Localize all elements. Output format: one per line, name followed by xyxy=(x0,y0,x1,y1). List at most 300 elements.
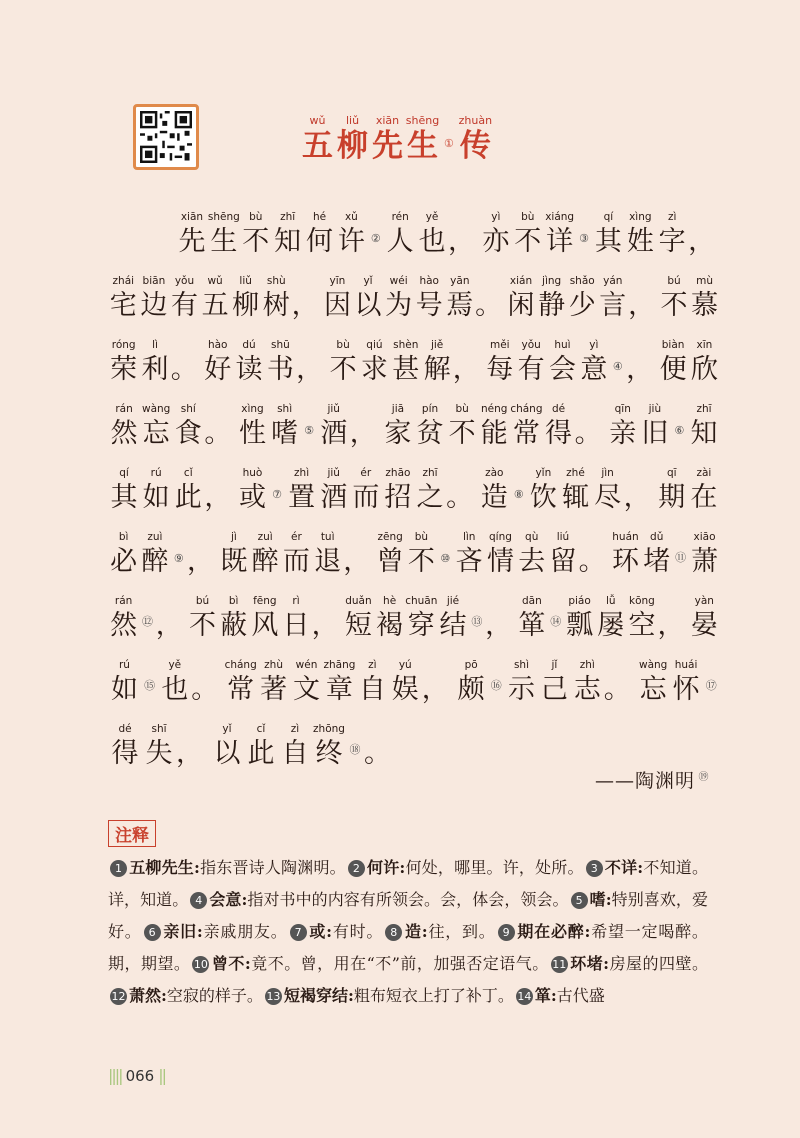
pinyin: yú xyxy=(398,659,412,671)
hanzi: 许 xyxy=(337,226,365,257)
ruby-char xyxy=(218,593,249,643)
ruby-char xyxy=(257,657,290,707)
pinyin: zhì xyxy=(579,659,595,671)
pinyin: bù xyxy=(521,211,535,223)
ruby-char xyxy=(218,529,249,579)
hanzi: 己 xyxy=(540,674,568,705)
punctuation: ， xyxy=(626,354,654,385)
ruby-char xyxy=(187,593,218,643)
footnote-marker: ② xyxy=(370,232,381,245)
punctuation: 。 xyxy=(191,674,219,705)
hanzi: 醉 xyxy=(141,546,169,577)
hanzi: 去 xyxy=(518,546,546,577)
pinyin: yǐ xyxy=(363,275,373,287)
hanzi: 何 xyxy=(306,226,334,257)
ruby-char xyxy=(516,593,547,643)
hanzi: 宅 xyxy=(109,290,137,321)
text-line xyxy=(108,387,720,451)
ruby-char xyxy=(290,657,323,707)
annotation-number-badge: 8 xyxy=(385,924,402,941)
ruby-char xyxy=(108,657,141,707)
ruby-char xyxy=(210,721,244,771)
hanzi: 瓢 xyxy=(566,610,594,641)
annotation-item xyxy=(549,954,708,973)
annotation-item xyxy=(514,986,605,1005)
ruby-char xyxy=(244,721,278,771)
pinyin: rén xyxy=(391,211,409,223)
pinyin: shì xyxy=(277,403,293,415)
text-line xyxy=(108,643,720,707)
pinyin: zhái xyxy=(112,275,135,287)
hanzi: 穿 xyxy=(407,610,435,641)
ruby-char xyxy=(140,465,172,515)
hanzi: 先 xyxy=(178,226,206,257)
hanzi: 情 xyxy=(486,546,514,577)
punctuation: ， xyxy=(485,610,513,641)
ruby-char xyxy=(421,337,452,387)
annotations-list xyxy=(108,852,708,1012)
ruby-char xyxy=(233,337,264,387)
hanzi: 娱 xyxy=(391,674,419,705)
text-line xyxy=(108,451,720,515)
ruby-char xyxy=(688,401,720,451)
hanzi: 志 xyxy=(573,674,601,705)
punctuation: ， xyxy=(296,354,324,385)
pinyin: xīn xyxy=(696,339,713,351)
annotation-number-badge: 6 xyxy=(144,924,161,941)
author-line xyxy=(595,766,713,793)
hanzi: 风 xyxy=(251,610,279,641)
ruby-char xyxy=(383,273,414,323)
footnote-marker: ⑩ xyxy=(440,552,451,565)
pinyin: zēng xyxy=(377,531,403,543)
title-pinyin: xiān xyxy=(375,114,400,127)
ruby-char xyxy=(230,273,261,323)
hanzi: 也 xyxy=(418,226,446,257)
punctuation: ， xyxy=(311,610,339,641)
annotation-item xyxy=(190,954,548,973)
pinyin: yǐn xyxy=(535,467,552,479)
pinyin: rú xyxy=(150,467,162,479)
footnote-marker: ⑲ xyxy=(698,771,710,783)
pinyin: hè xyxy=(383,595,397,607)
footnote-marker: ⑬ xyxy=(471,615,483,628)
annotation-term: 或: xyxy=(308,922,333,941)
annotation-definition: 古代盛 xyxy=(556,986,605,1005)
ruby-char xyxy=(374,593,405,643)
pinyin: lǚ xyxy=(605,595,616,607)
hanzi: 树 xyxy=(262,290,290,321)
pinyin: dú xyxy=(242,339,256,351)
pinyin: jì xyxy=(231,531,237,543)
punctuation: ， xyxy=(448,226,476,257)
ruby-char xyxy=(512,209,544,259)
ruby-char xyxy=(510,401,542,451)
pinyin: jiā xyxy=(391,403,405,415)
ruby-char xyxy=(536,273,567,323)
pinyin: huò xyxy=(242,467,263,479)
ruby-char xyxy=(564,593,595,643)
hanzi: 甚 xyxy=(392,354,420,385)
pinyin: zài xyxy=(696,467,712,479)
ruby-char xyxy=(515,337,546,387)
pinyin: jiě xyxy=(430,339,444,351)
ruby-char xyxy=(414,465,446,515)
ruby-char xyxy=(208,209,240,259)
pinyin: zhōng xyxy=(313,723,345,735)
pinyin: zhī xyxy=(696,403,712,415)
pinyin: lì xyxy=(152,339,158,351)
hanzi: 其 xyxy=(594,226,622,257)
annotation-term: 会意: xyxy=(209,890,248,909)
annotation-definition: 往，到。 xyxy=(427,922,496,941)
annotation-number-badge: 3 xyxy=(586,860,603,877)
pinyin: shū xyxy=(271,339,290,351)
punctuation: 。 xyxy=(446,482,474,513)
pinyin: hào xyxy=(207,339,228,351)
punctuation: ， xyxy=(187,546,215,577)
annotation-term: 环堵: xyxy=(569,954,610,973)
hanzi: 结 xyxy=(439,610,467,641)
pinyin: hào xyxy=(419,275,439,287)
pinyin: qí xyxy=(603,211,614,223)
hanzi: 五 xyxy=(201,290,229,321)
pinyin: jìn xyxy=(601,467,614,479)
hanzi: 性 xyxy=(238,418,266,449)
ruby-char xyxy=(416,209,448,259)
pinyin: bì xyxy=(118,531,129,543)
ruby-char xyxy=(592,465,624,515)
annotation-number-badge: 10 xyxy=(193,958,208,971)
ruby-char xyxy=(544,209,576,259)
pinyin: piáo xyxy=(568,595,591,607)
ruby-char xyxy=(571,657,604,707)
annotation-term: 不详: xyxy=(604,858,644,877)
hanzi: 为 xyxy=(385,290,413,321)
annotation-number-badge: 5 xyxy=(571,892,588,909)
hanzi: 终 xyxy=(315,738,343,769)
ruby-char xyxy=(108,721,142,771)
punctuation: ， xyxy=(176,738,203,769)
hanzi: 有 xyxy=(170,290,198,321)
hanzi: 常 xyxy=(512,418,540,449)
pinyin: rú xyxy=(118,659,130,671)
ruby-char xyxy=(312,721,346,771)
pinyin: mù xyxy=(696,275,714,287)
annotation-item xyxy=(188,890,568,909)
ruby-char xyxy=(506,273,537,323)
pinyin: róng xyxy=(111,339,136,351)
ruby-char xyxy=(446,401,478,451)
pinyin: biàn xyxy=(661,339,685,351)
punctuation: 。 xyxy=(603,674,631,705)
pinyin: duǎn xyxy=(345,595,372,607)
hanzi: 此 xyxy=(174,482,202,513)
ruby-char xyxy=(485,529,516,579)
annotation-term: 何许: xyxy=(366,858,406,877)
hanzi: 日 xyxy=(282,610,310,641)
annotation-definition: 希望一定喝醉。期，期望。 xyxy=(108,922,708,973)
hanzi: 不 xyxy=(448,418,476,449)
ruby-char xyxy=(559,465,591,515)
hanzi: 亦 xyxy=(482,226,510,257)
hanzi: 饮 xyxy=(529,482,557,513)
hanzi: 亲 xyxy=(609,418,637,449)
ruby-char xyxy=(543,401,575,451)
pinyin: wéi xyxy=(389,275,408,287)
punctuation: 。 xyxy=(578,546,606,577)
pinyin: rán xyxy=(115,403,133,415)
title-char xyxy=(405,114,440,164)
hanzi: 号 xyxy=(415,290,443,321)
hanzi: 短 xyxy=(344,610,372,641)
text-line xyxy=(108,259,720,323)
ruby-char xyxy=(280,593,311,643)
ruby-char xyxy=(382,401,414,451)
hanzi: 旧 xyxy=(641,418,669,449)
pinyin: yǒu xyxy=(174,275,195,287)
hanzi: 招 xyxy=(384,482,412,513)
ruby-char xyxy=(202,337,233,387)
ruby-char xyxy=(610,529,641,579)
hanzi: 人 xyxy=(386,226,414,257)
pinyin: jié xyxy=(446,595,460,607)
ruby-char xyxy=(689,529,720,579)
title-hanzi: 先 xyxy=(372,128,403,164)
text-line xyxy=(108,323,720,387)
hanzi: 忘 xyxy=(639,674,667,705)
hanzi: 文 xyxy=(293,674,320,705)
ruby-char xyxy=(323,657,356,707)
pinyin: pō xyxy=(464,659,478,671)
hanzi: 利 xyxy=(141,354,169,385)
pinyin: shì xyxy=(513,659,529,671)
pinyin: yīn xyxy=(329,275,346,287)
pinyin: cǐ xyxy=(183,467,193,479)
ruby-char xyxy=(200,273,231,323)
ruby-char xyxy=(108,593,139,643)
hanzi: 自 xyxy=(358,674,386,705)
annotation-definition: 空寂的样子。 xyxy=(166,986,263,1005)
ruby-char xyxy=(108,337,139,387)
hanzi: 以 xyxy=(354,290,382,321)
ruby-char xyxy=(484,337,515,387)
hanzi: 曾 xyxy=(376,546,404,577)
annotation-definition: 特别喜欢，爱好。 xyxy=(108,890,708,941)
pinyin: shī xyxy=(151,723,167,735)
annotation-definition: 房屋的四壁。 xyxy=(609,954,708,973)
hanzi: 常 xyxy=(227,674,255,705)
hanzi: 焉 xyxy=(446,290,474,321)
hanzi: 以 xyxy=(213,738,241,769)
punctuation: ， xyxy=(623,482,651,513)
ruby-char xyxy=(350,465,382,515)
ruby-char xyxy=(624,209,656,259)
hanzi: 柳 xyxy=(232,290,260,321)
footnote-marker: ⑥ xyxy=(674,424,685,437)
pinyin: bú xyxy=(195,595,210,607)
ruby-char xyxy=(670,657,703,707)
annotation-number-badge: 9 xyxy=(498,924,515,941)
hanzi: 或 xyxy=(238,482,266,513)
annotation-term: 期在必醉: xyxy=(516,922,591,941)
ruby-char xyxy=(169,273,200,323)
hanzi: 贫 xyxy=(416,418,444,449)
pinyin: zuì xyxy=(257,531,273,543)
ruby-char xyxy=(406,529,437,579)
pinyin: cháng xyxy=(510,403,543,415)
ruby-char xyxy=(454,529,485,579)
annotation-term: 萧然: xyxy=(129,986,167,1005)
annotation-term: 嗜: xyxy=(589,890,612,909)
ruby-char xyxy=(236,401,268,451)
annotation-item xyxy=(263,986,514,1005)
page-footer xyxy=(108,1066,165,1085)
pinyin: bì xyxy=(228,595,239,607)
ruby-char xyxy=(108,401,140,451)
ruby-char xyxy=(688,465,720,515)
pinyin: liǔ xyxy=(239,275,252,287)
ruby-char xyxy=(592,209,624,259)
ruby-char xyxy=(108,273,139,323)
pinyin: zhāo xyxy=(385,467,411,479)
annotation-number-badge: 1 xyxy=(110,860,127,877)
pinyin: yě xyxy=(425,211,439,223)
annotation-number-badge: 13 xyxy=(266,990,281,1003)
title-pinyin: wǔ xyxy=(309,114,326,127)
annotation-number-badge: 7 xyxy=(290,924,307,941)
hanzi: 颇 xyxy=(457,674,485,705)
pinyin: yàn xyxy=(694,595,714,607)
ruby-char xyxy=(437,593,468,643)
ruby-char xyxy=(139,529,170,579)
punctuation: 。 xyxy=(204,418,232,449)
ruby-char xyxy=(689,593,720,643)
hanzi: 此 xyxy=(247,738,275,769)
ruby-char xyxy=(567,273,598,323)
ruby-char xyxy=(480,209,512,259)
decorative-bars-icon: |||| xyxy=(108,1066,122,1085)
ruby-char xyxy=(327,337,358,387)
pinyin: kōng xyxy=(629,595,655,607)
ruby-char xyxy=(639,401,671,451)
ruby-char xyxy=(527,465,559,515)
pinyin: zì xyxy=(290,723,300,735)
ruby-char xyxy=(637,657,670,707)
decorative-bars-icon: || xyxy=(158,1066,165,1085)
annotation-item xyxy=(108,858,346,877)
pinyin: xián xyxy=(509,275,533,287)
pinyin: yán xyxy=(603,275,623,287)
pinyin: wén xyxy=(295,659,318,671)
ruby-char xyxy=(356,657,389,707)
hanzi: 好 xyxy=(204,354,232,385)
pinyin: bù xyxy=(414,531,429,543)
ruby-char xyxy=(335,209,367,259)
article-title xyxy=(300,114,540,164)
qr-code[interactable] xyxy=(133,104,199,170)
annotation-item xyxy=(346,858,584,877)
ruby-char xyxy=(516,529,547,579)
pinyin: rì xyxy=(292,595,300,607)
footnote-marker: ⑮ xyxy=(144,679,156,692)
annotations-heading-label: 注释 xyxy=(108,820,156,847)
title-char xyxy=(335,114,370,164)
hanzi: 得 xyxy=(111,738,139,769)
hanzi: 既 xyxy=(220,546,248,577)
ruby-char xyxy=(353,273,384,323)
pinyin: bù xyxy=(249,211,263,223)
hanzi: 不 xyxy=(242,226,270,257)
ruby-char xyxy=(595,593,626,643)
hanzi: 嗜 xyxy=(271,418,299,449)
pinyin: lìn xyxy=(462,531,476,543)
pinyin: shí xyxy=(180,403,196,415)
hanzi: 便 xyxy=(659,354,687,385)
hanzi: 吝 xyxy=(455,546,483,577)
hanzi: 置 xyxy=(288,482,316,513)
pinyin: shǎo xyxy=(569,275,595,287)
text-line xyxy=(108,195,720,259)
pinyin: jìng xyxy=(542,275,562,287)
hanzi: 章 xyxy=(325,674,353,705)
annotation-term: 箪: xyxy=(534,986,557,1005)
hanzi: 环 xyxy=(611,546,639,577)
ruby-char xyxy=(343,593,374,643)
footnote-marker: ⑭ xyxy=(550,615,562,628)
annotation-term: 五柳先生: xyxy=(129,858,200,877)
footnote-marker: ⑨ xyxy=(173,552,184,565)
pinyin: chuān xyxy=(405,595,438,607)
ruby-char xyxy=(657,337,688,387)
hanzi: 静 xyxy=(538,290,566,321)
annotation-definition: 不知道。详，知道。 xyxy=(108,858,708,909)
pinyin: tuì xyxy=(320,531,335,543)
ruby-char xyxy=(304,209,336,259)
annotation-definition: 有时。 xyxy=(332,922,384,941)
annotation-definition: 指东晋诗人陶渊明。 xyxy=(199,858,346,877)
punctuation: 。 xyxy=(574,418,602,449)
hanzi: 褐 xyxy=(376,610,404,641)
title-hanzi: 传 xyxy=(459,128,491,164)
ruby-char xyxy=(445,273,476,323)
annotation-number-badge: 12 xyxy=(111,990,126,1003)
text-line xyxy=(108,707,720,771)
hanzi: 会 xyxy=(548,354,576,385)
ruby-char xyxy=(318,401,350,451)
ruby-char xyxy=(176,209,208,259)
punctuation: ， xyxy=(628,290,656,321)
pinyin: zào xyxy=(485,467,504,479)
pinyin: huán xyxy=(612,531,639,543)
hanzi: 造 xyxy=(480,482,508,513)
annotation-term: 曾不: xyxy=(211,954,251,973)
hanzi: 退 xyxy=(314,546,342,577)
hanzi: 屡 xyxy=(597,610,625,641)
pinyin: qíng xyxy=(489,531,512,543)
title-pinyin: liǔ xyxy=(345,114,360,127)
punctuation: ， xyxy=(291,290,319,321)
ruby-char xyxy=(547,337,578,387)
hanzi: 晏 xyxy=(690,610,718,641)
ruby-char xyxy=(158,657,191,707)
ruby-char xyxy=(286,465,318,515)
punctuation: 。 xyxy=(364,738,391,769)
annotation-term: 造: xyxy=(404,922,428,941)
ruby-char xyxy=(414,401,446,451)
pinyin: yì xyxy=(589,339,599,351)
main-text xyxy=(108,195,720,771)
